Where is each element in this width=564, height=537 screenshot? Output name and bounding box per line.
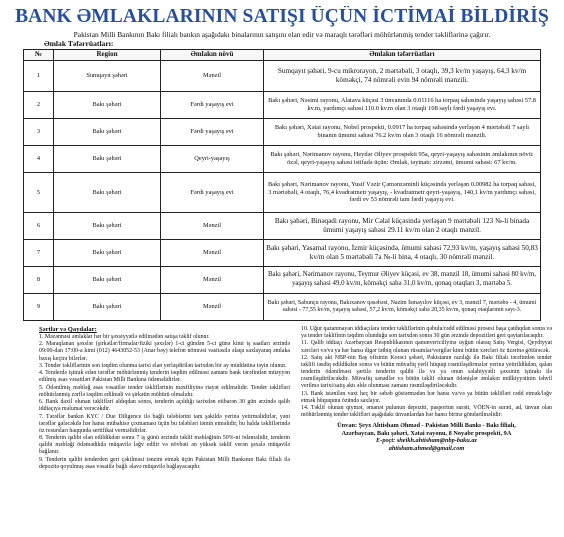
table-row <box>24 213 541 240</box>
property-table <box>23 49 541 321</box>
col-header-number: № <box>24 50 54 61</box>
row-region: Bakı şəhəri <box>54 213 161 240</box>
term-item: 4. Tenderdə iştirak edən tərəflər möhürlənmiş tenderin təqdim edilməsi zamanı bank tərəfindən müəyyən edilmiş əsas vəsaitləri Pakistan Milli Bankına ödəməlidirlər. <box>39 370 290 384</box>
row-details: Bakı şəhəri, Binəqədi rayonu, Mir Cəlal küçəsində yerləşən 9 mərtəbəli 123 №-li binada ümumi yaşayış sahəsi 29.11 kv/m olan 2 otaqlı mənzil. <box>264 213 541 240</box>
row-region: Bakı şəhəri <box>54 173 161 213</box>
table-row <box>24 294 541 321</box>
row-number: 9 <box>24 294 54 321</box>
row-details: Bakı şəhəri, Yasamal rayonu, İzmir küçəsində, ümumi sahəsi 72,93 kv/m, yaşayış sahəsi 50,83 kv/m olan 5 mərtəbəli 7a №-li bina, 4 otaqlı, 30 nömrəli mənzil. <box>264 240 541 267</box>
col-header-region: Region <box>54 50 161 61</box>
row-type: Mənzil <box>161 61 264 92</box>
notice-title: BANK ƏMLAKLARININ SATIŞI ÜÇÜN İCTİMAİ BİLDİRİŞ <box>15 6 549 27</box>
term-item: 13. Bank istənilən vaxt heç bir səbəb göstərmədən hər hansı və/və ya bütün təklifləri rədd etmək/ləğv etmək hüququnu özündə saxlayır. <box>301 390 552 404</box>
terms-left-column <box>39 326 290 471</box>
row-number: 7 <box>24 240 54 267</box>
table-row <box>24 267 541 294</box>
row-details: Bakı şəhəri, Nəsimi rayonu, Alatava küçəsi 3 ünvanında 0.01116 ha torpaq sahəsində yaşayış sahəsi 57.8 kv.m, yardımçı sahəsi 110.0 kv.m olan 3 otaqlı 108 saylı fərdi yaşayış evi. <box>264 92 541 119</box>
row-type: Mənzil <box>161 240 264 267</box>
term-item: 8. Tenderin qalibi elan edildikdən sonra 7 iş günü ərzində təklif məbləğinin 50%-ni ödəməlidir, tenderin qalibi məbləği ödəmədikdə müqavilə ləğv edilir və növbəti ən yüksək təklif verən şəxslə müqavilə bağlanır. <box>39 435 290 456</box>
row-region: Bakı şəhəri <box>54 267 161 294</box>
row-type: Mənzil <box>161 267 264 294</box>
row-type: Fərdi yaşayış evi <box>161 173 264 213</box>
table-row <box>24 173 541 213</box>
row-type: Mənzil <box>161 294 264 321</box>
terms-right-column <box>301 326 552 471</box>
term-item: 14. Təklif olunan qiymət, əmanət pulunun depoziti, pasportun surəti, VÖEN-in surəti, ad, ünvan olan möhürlənmiş tender təklifləri aşağıdakı ünvanlardan hər hansı birinə göndərilməlidir: <box>301 405 552 419</box>
row-region: Bakı şəhəri <box>54 294 161 321</box>
notice-intro: Pakistan Milli Bankının Bakı filialı bankın aşağıdakı binalarının satışını elan edir və maraqlı tərəfləri möhürlənmiş tender təkliflərinə çağırır. <box>73 30 491 39</box>
row-region: Sumqayıt şəhəri <box>54 61 161 92</box>
row-type: Fərdi yaşayış evi <box>161 119 264 146</box>
contact-name-line: Ünvan: Şeyx Ahtisham Əhməd - Pakistan Milli Bankı - Bakı filialı, <box>337 422 516 430</box>
row-number: 2 <box>24 92 54 119</box>
row-number: 5 <box>24 173 54 213</box>
col-header-type: Əmlakın növü <box>161 50 264 61</box>
term-item: 9. Tenderin qalibi tenderden geri çəkilməsi tənzim etmək üçün Pakistan Milli Bankının Bakı filialı ilə depozitə qoyulmuş əsas vəsaitlə bağlı əlavə müqavilə bağlayacaqdır. <box>39 456 290 470</box>
row-number: 6 <box>24 213 54 240</box>
term-item: 11. Qalib iddiaçı Azərbaycan Respublikasının qanunvericiliyinə uyğun olaraq Satış Vergisi, Qeydiyyat xərcləri və/və ya hər hansı digər tətbiq olunan rüsumlar/vergilər kimi bütün xərcləri öz üzərinə götürəcək. <box>301 340 552 354</box>
row-details: Bakı şəhəri, Nərimanov rayonu, Heydər Əliyev prospekti 95a, qeyri-yaşayış sahəsinin əmlakının növü: özəl, qeyri-yaşayış sahəsi istifadə üçün: Əmlak, təyinatı: zirzəmi, ümumi sahəsi: 67 kv/m. <box>264 146 541 173</box>
term-item: 7. Tərəflər bankın KYC / Due Diligence ilə bağlı tələblərini tam şəkildə yerinə yetirməlidirlər, yəni tərəflər gələcəkdə hər hansı mübahisə çıxmaması üçün bu tələbləri təmin etməlidir, bu halda təkliflərində öz resursları haqqında sertifikat verməlidirlər. <box>39 413 290 434</box>
row-type: Mənzil <box>161 213 264 240</box>
term-item: 5. Ödənilmiş məbləğ əsas vəsaitlər tender təkliflərinin məxfiliyinə riayət edilməlidir. Tender təklifləri möhürlənmiş zərflə təqdim edilməli və şirkətin möhürü olmalıdır. <box>39 384 290 398</box>
table-row <box>24 61 541 92</box>
row-details: Bakı şəhəri, Nərimanov rayonu, Teymur Əliyev küçəsi, ev 38, mənzil 18, ümumi sahəsi 80 kv/m, yaşayış sahəsi 49,0 kv/m, köməkçi sahə 31,0 kv/m, qonaq otaqları 3, mərtəbə 5. <box>264 267 541 294</box>
contact-email: E-poçt: sheikh.ahtisham@nbp-baku.az <box>376 437 477 445</box>
property-details-label: Əmlak Təfərrüatları: <box>44 39 114 48</box>
row-number: 1 <box>24 61 54 92</box>
table-row <box>24 92 541 119</box>
table-header-row <box>24 50 541 61</box>
term-item: 10. Uğur qazanmayan iddiaçılara tender təkliflərinin qəbulu/rədd edilməsi prosesi başa çatdıqdan sonra və ya tender təklifinin təqdim olunduğu son tarixdən sonra 30 gün ərzində depozitləri geri qaytarılacaqdır. <box>301 326 552 340</box>
row-type: Qeyri-yaşayış <box>161 146 264 173</box>
row-region: Bakı şəhəri <box>54 92 161 119</box>
term-item: 3. Tender təkliflərinin son təqdim olunma tarixi elan yerləşdirilən tarixdən bir ay müddətinə təyin olunur. <box>39 362 287 369</box>
term-item: 2. Maraqlanan şəxslər (şirkətlər/firmalar/fiziki şəxslər) 1-ci gündən 5-ci günə kimi iş saatları ərzində 09:00-dan 17:00-a kimi (012) 4643052-53 (Anar bəy) telefon nömrəsi vasitəsilə əlaqə saxlayaraq əmlaka baxış keçirə bilərlər. <box>39 341 290 362</box>
table-row <box>24 146 541 173</box>
row-details: Bakı şəhəri, Sabunçu rayonu, Bakıxanov qəsəbəsi, Nazim İsmayılov küçəsi, ev 3, mənzil 7, mərtəbə - 4, ümumi sahəsi - 77,55 kv/m, yaşayış sahəsi, 57,2 kv/m, köməkçi sahə 20,35 kv/m, qonaq otaqlarının sayı-3. <box>264 294 541 321</box>
term-item: 6. Bank daxil olunan təklifləri aldıqdan sonra, tenderin açıldığı tarixdən etibarən 30 gün ərzində qalib iddiaçıya məlumat verəcəkdir. <box>39 399 290 413</box>
terms-heading: Şərtlər və Qaydalar: <box>39 326 97 333</box>
table-row <box>24 119 541 146</box>
terms-section <box>6 326 558 471</box>
table-row <box>24 240 541 267</box>
term-item: 1. Məzənnəsi əmlaklar hər bir şəxsiyyətlə edilmədən satışa təklif olunur. <box>39 334 210 340</box>
row-number: 4 <box>24 146 54 173</box>
row-region: Bakı şəhəri <box>54 146 161 173</box>
row-region: Bakı şəhəri <box>54 240 161 267</box>
contact-email-alt: ahtisham.ahmed@gmail.com <box>388 444 465 452</box>
contact-block <box>301 422 552 452</box>
contact-address-line: Azərbaycan, Bakı şəhəri, Xətai rayonu, 8 Noyabr prospekti, 9A <box>341 429 512 437</box>
col-header-details: Əmlakın təfərrüatları <box>264 50 541 61</box>
row-details: Sumqayıt şəhəri, 9-cu mikrorayon, 2 mərtəbəli, 3 otaqlı, 39,3 kv/m yaşayış, 64,3 kv/m köməkçi, 74 nömrəli evin 94 nömrəli mənzili. <box>264 61 541 92</box>
row-type: Fərdi yaşayış evi <box>161 92 264 119</box>
row-details: Bakı şəhəri, Nərimanov rayonu, Yusif Vəzir Çəmənzəminli küçəsində yerləşən 0.00982 ha torpaq sahəsi, 3 mərtəbəli, 4 otaqlı, 76,4 kvadratmetr yaşayış, - kvadratmetr qeyri-yaşayış, 140,1 kv/m yardımçı sahəsi, fərdi ev 53 nömrəli tam fərdi yaşayış evi. <box>264 173 541 213</box>
row-details: Bakı şəhəri, Xətai rayonu, Nobel prospekti, 0.0917 ha torpaq sahəsində yerləşən 4 mərtəbəli 7 saylı binanın ümumi sahəsi 76.2 kv/m olan 3 otaqlı 16 nömrəli mənzili. <box>264 119 541 146</box>
term-item: 12. Satış akt NBP-nin Baş ofisinin Korəci şəhəri, Pakistanın razılığı ilə Bakı filialı tərəfindən tender təklifi təsdiq edildikdən sonra və bütün müvafiq yerli hüquqi rəsmiləşdirmələr yerinə yetirildikdən, qalan tenderin ödənilməsi şərtilə tenderin qalibi ilə və ya onun səlahiyyətli şəxsinin iştirakı ilə rəsmiləşdiriləcəkdir. Müvafiq sənədlər və bütün təklif olunan ödənişlər əmlakın mülkiyyətinin təhvil verilmə tarixi/satış aktı əldə olunması zamanı rəsmiləşdiriləcəkdir. <box>301 354 552 390</box>
row-number: 8 <box>24 267 54 294</box>
row-number: 3 <box>24 119 54 146</box>
row-region: Bakı şəhəri <box>54 119 161 146</box>
